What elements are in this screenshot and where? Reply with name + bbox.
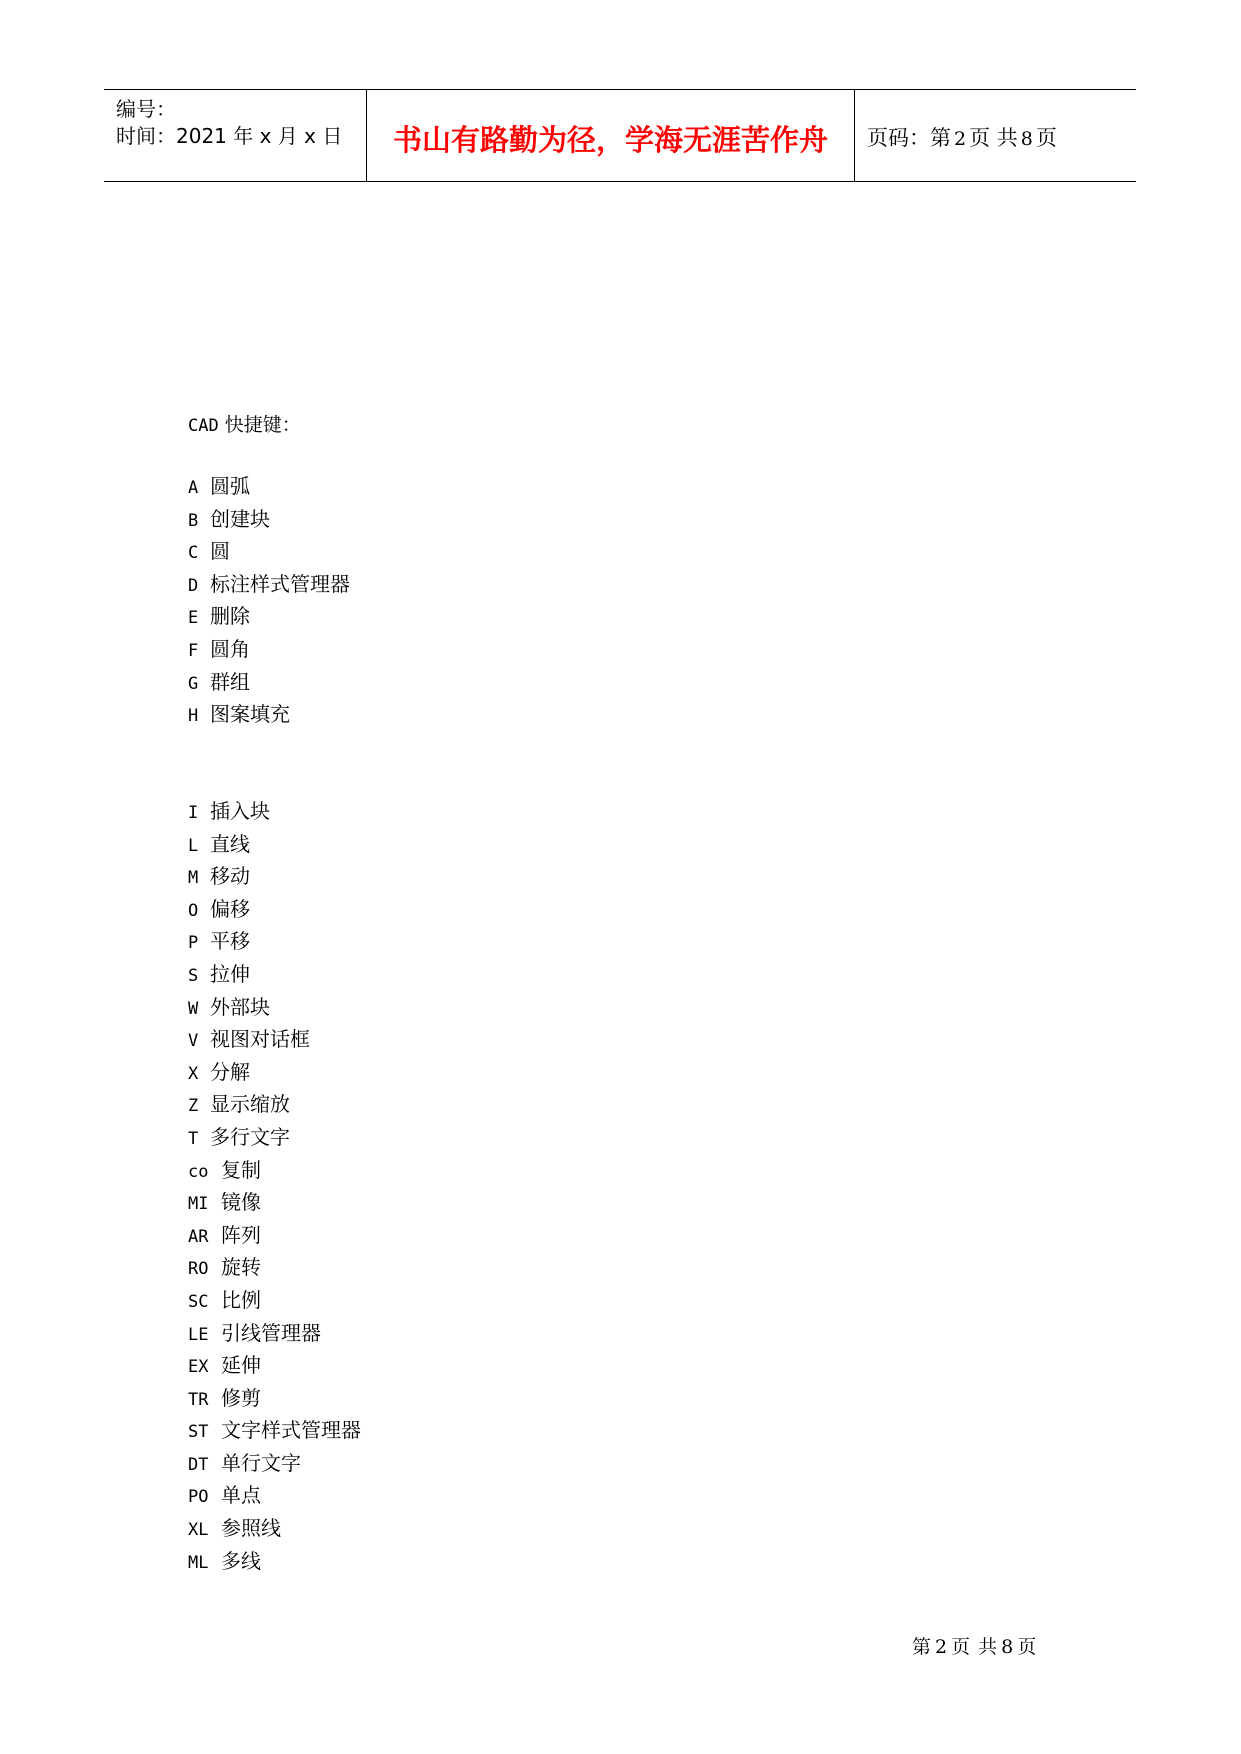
shortcut-description: 插入块 [210, 799, 270, 823]
shortcut-description: 阵列 [221, 1222, 261, 1247]
shortcut-item [188, 828, 361, 861]
shortcut-description: 标注样式管理器 [210, 571, 350, 596]
header-motto: 书山有路勤为径，学海无涯苦作舟 [392, 123, 828, 157]
shortcut-key: RO [188, 1259, 209, 1280]
shortcut-description: 复制 [221, 1157, 261, 1182]
shortcut-key: F [188, 640, 199, 661]
shortcut-description: 比例 [221, 1287, 261, 1312]
shortcut-key: P [188, 933, 199, 954]
shortcut-description: 圆 [210, 539, 230, 564]
shortcut-key: DT [188, 1454, 209, 1475]
section-title-text: 快捷键： [224, 414, 301, 436]
shortcut-item [188, 1317, 361, 1350]
shortcut-description: 显示缩放 [210, 1092, 290, 1117]
section-title-latin: CAD [188, 416, 219, 436]
shortcut-key: X [188, 1063, 199, 1084]
shortcut-item [188, 991, 361, 1024]
header-page-prefix: 页码：第 [867, 126, 951, 150]
shortcut-item [188, 1186, 361, 1219]
shortcut-description: 单点 [221, 1483, 261, 1508]
footer-current: 2 [935, 1636, 948, 1658]
header-table [104, 89, 1136, 182]
shortcut-key: M [188, 868, 199, 889]
shortcut-item [188, 698, 350, 731]
header-page-total: 8 [1020, 128, 1033, 150]
shortcut-item [188, 1284, 361, 1317]
shortcut-key: C [188, 543, 199, 564]
page-footer [912, 1632, 1040, 1659]
shortcut-description: 偏移 [210, 896, 250, 921]
shortcut-key: D [188, 575, 199, 596]
header-info-cell [104, 90, 367, 181]
shortcut-item [188, 1219, 361, 1252]
section-title [188, 410, 301, 437]
header-page-current: 2 [954, 128, 967, 150]
footer-middle: 页 共 [951, 1636, 998, 1658]
shortcut-item [188, 633, 350, 666]
shortcut-item [188, 1512, 361, 1545]
shortcut-description: 直线 [210, 831, 250, 856]
shortcut-description: 镜像 [221, 1190, 261, 1215]
shortcut-key: SC [188, 1291, 209, 1312]
shortcut-description: 文字样式管理器 [221, 1418, 361, 1443]
footer-prefix: 第 [912, 1636, 932, 1658]
shortcut-item [188, 860, 361, 893]
footer-suffix: 页 [1017, 1636, 1037, 1658]
shortcut-item [188, 1056, 361, 1089]
shortcut-description: 圆弧 [210, 474, 250, 498]
shortcut-description: 引线管理器 [221, 1320, 321, 1345]
shortcut-key: TR [188, 1389, 209, 1410]
shortcut-key: S [188, 965, 199, 986]
shortcut-description: 拉伸 [210, 961, 250, 986]
shortcut-description: 视图对话框 [210, 1027, 310, 1052]
shortcut-description: 群组 [210, 669, 250, 694]
header-motto-cell [367, 90, 855, 181]
shortcut-item [188, 1088, 361, 1121]
shortcut-description: 多行文字 [210, 1124, 290, 1149]
shortcut-key: O [188, 900, 199, 921]
shortcut-key: A [188, 478, 199, 498]
shortcut-item [188, 1382, 361, 1415]
shortcut-description: 延伸 [221, 1353, 261, 1378]
shortcut-item [188, 1349, 361, 1382]
shortcut-description: 参照线 [221, 1516, 281, 1541]
shortcut-list-1 [188, 470, 350, 731]
shortcut-item [188, 470, 350, 503]
shortcut-item [188, 600, 350, 633]
shortcut-item [188, 1447, 361, 1480]
footer-total: 8 [1001, 1636, 1014, 1658]
header-page-cell [855, 90, 1136, 181]
shortcut-key: PO [188, 1487, 209, 1508]
shortcut-key: co [188, 1161, 209, 1182]
shortcut-list-2 [188, 795, 361, 1577]
shortcut-item [188, 568, 350, 601]
shortcut-key: ML [188, 1552, 209, 1573]
shortcut-item [188, 535, 350, 568]
shortcut-description: 多线 [221, 1548, 261, 1573]
shortcut-item [188, 1154, 361, 1187]
header-page-middle: 页 共 [969, 126, 1018, 150]
shortcut-description: 图案填充 [210, 702, 290, 727]
shortcut-description: 创建块 [210, 506, 270, 531]
shortcut-item [188, 1479, 361, 1512]
shortcut-item [188, 1414, 361, 1447]
shortcut-description: 圆角 [210, 636, 250, 661]
shortcut-key: XL [188, 1520, 209, 1541]
shortcut-key: L [188, 835, 199, 856]
shortcut-description: 旋转 [221, 1255, 261, 1280]
shortcut-item [188, 958, 361, 991]
shortcut-item [188, 1121, 361, 1154]
shortcut-item [188, 893, 361, 926]
shortcut-key: B [188, 510, 199, 531]
document-number-label: 编号： [116, 97, 176, 121]
shortcut-key: Z [188, 1096, 199, 1117]
shortcut-description: 删除 [210, 604, 250, 629]
shortcut-item [188, 1251, 361, 1284]
header-page-suffix: 页 [1035, 126, 1057, 150]
shortcut-key: AR [188, 1226, 209, 1247]
shortcut-item [188, 503, 350, 536]
shortcut-key: ST [188, 1422, 209, 1443]
shortcut-key: W [188, 998, 199, 1019]
shortcut-key: E [188, 608, 199, 629]
shortcut-item [188, 1545, 361, 1578]
shortcut-item [188, 1023, 361, 1056]
document-time-label: 时间：2021 年 x 月 x 日 [116, 124, 343, 148]
shortcut-description: 修剪 [221, 1385, 261, 1410]
shortcut-item [188, 666, 350, 699]
shortcut-key: LE [188, 1324, 209, 1345]
shortcut-key: H [188, 706, 199, 727]
shortcut-key: G [188, 673, 199, 694]
header-page-indicator [867, 122, 1057, 152]
shortcut-description: 移动 [210, 864, 250, 889]
shortcut-description: 分解 [210, 1059, 250, 1084]
shortcut-description: 单行文字 [221, 1450, 301, 1475]
shortcut-key: EX [188, 1357, 209, 1378]
shortcut-item [188, 795, 361, 828]
shortcut-description: 平移 [210, 929, 250, 954]
shortcut-description: 外部块 [210, 994, 270, 1019]
shortcut-key: MI [188, 1194, 209, 1215]
shortcut-key: T [188, 1128, 199, 1149]
shortcut-key: V [188, 1031, 199, 1052]
shortcut-key: I [188, 803, 199, 823]
shortcut-item [188, 925, 361, 958]
